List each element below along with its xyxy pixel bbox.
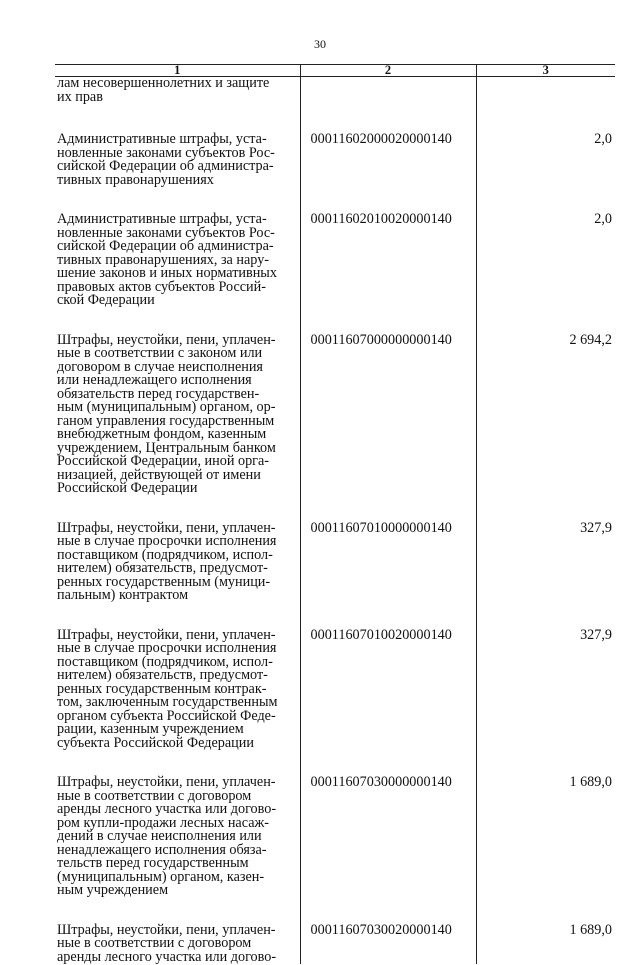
name-line: Штрафы, неустойки, пени, уплачен- bbox=[57, 921, 276, 938]
name-line: Штрафы, неустойки, пени, уплачен- bbox=[57, 331, 276, 348]
name-line: договором в случае неисполнения bbox=[57, 358, 263, 375]
name-line: ненадлежащего исполнения обяза- bbox=[57, 841, 267, 858]
page-number: 30 bbox=[314, 37, 326, 51]
table-row bbox=[55, 133, 615, 213]
name-line: Российской Федерации, иной орга- bbox=[57, 453, 270, 469]
name-line: новленные законами субъектов Рос- bbox=[57, 224, 275, 241]
name-line: аренды лесного участка или догово- bbox=[57, 801, 277, 817]
table-row bbox=[55, 213, 615, 334]
row-name bbox=[55, 213, 300, 334]
row-amount: 2,0 bbox=[476, 133, 615, 213]
name-line: аренды лесного участка или догово- bbox=[57, 948, 277, 965]
name-line: ные в соответствии с договором bbox=[57, 935, 252, 951]
name-line: ренных государственным (муници- bbox=[57, 573, 271, 590]
column-header-1: 1 bbox=[55, 65, 300, 77]
row-amount bbox=[476, 77, 615, 134]
name-line: нителем) обязательств, предусмот- bbox=[57, 560, 268, 576]
name-line: тивных правонарушениях bbox=[57, 171, 214, 188]
table-row bbox=[55, 776, 615, 924]
row-amount: 327,9 bbox=[476, 522, 615, 629]
name-line: ренных государственным контрак- bbox=[57, 680, 267, 697]
name-line: Административные штрафы, уста- bbox=[57, 211, 267, 227]
name-line: Штрафы, неустойки, пени, уплачен- bbox=[57, 519, 276, 536]
name-line: Российской Федерации bbox=[57, 480, 198, 496]
name-line: тельств перед государственным bbox=[57, 855, 249, 871]
name-line: ным (муниципальным) органом, ор- bbox=[57, 399, 276, 415]
table-row bbox=[55, 629, 615, 777]
name-line: поставщиком (подрядчиком, испол- bbox=[57, 653, 273, 670]
name-line: Административные штрафы, уста- bbox=[57, 131, 267, 147]
name-line: ные в случае просрочки исполнения bbox=[57, 640, 277, 656]
name-line: учреждением, Центральным банком bbox=[57, 439, 276, 456]
row-name bbox=[55, 331, 300, 522]
name-line: низацией, действующей от имени bbox=[57, 466, 261, 483]
row-code: 00011602010020000140 bbox=[300, 213, 476, 334]
row-amount: 327,9 bbox=[476, 629, 615, 777]
row-name bbox=[55, 519, 300, 629]
revenue-table bbox=[55, 64, 615, 964]
name-line: внебюджетным фондом, казенным bbox=[57, 426, 267, 442]
row-amount: 2 694,2 bbox=[476, 334, 615, 522]
row-code: 00011607030000000140 bbox=[300, 776, 476, 924]
row-amount: 1 689,0 bbox=[476, 924, 615, 965]
name-line: том, заключенным государственным bbox=[57, 694, 278, 710]
name-line: дений в случае неисполнения или bbox=[57, 828, 262, 844]
name-line: поставщиком (подрядчиком, испол- bbox=[57, 546, 273, 563]
name-line: ные в случае просрочки исполнения bbox=[57, 533, 277, 549]
name-line: сийской Федерации об администра- bbox=[57, 238, 274, 254]
row-name bbox=[55, 133, 300, 213]
table-row bbox=[55, 522, 615, 629]
name-line: (муниципальным) органом, казен- bbox=[57, 868, 265, 885]
row-code: 00011602000020000140 bbox=[300, 133, 476, 213]
name-line: субъекта Российской Федерации bbox=[57, 734, 254, 751]
name-line: Штрафы, неустойки, пени, уплачен- bbox=[57, 774, 276, 790]
name-line: Штрафы, неустойки, пени, уплачен- bbox=[57, 626, 276, 643]
name-line: обязательств перед государствен- bbox=[57, 385, 260, 402]
name-line: ской Федерации bbox=[57, 292, 155, 308]
table-row bbox=[55, 924, 615, 965]
name-line: шение законов и иных нормативных bbox=[57, 265, 277, 281]
row-code: 00011607030020000140 bbox=[300, 924, 476, 965]
name-line: правовых актов субъектов Россий- bbox=[57, 278, 266, 295]
name-line: тивных правонарушениях, за нару- bbox=[57, 251, 270, 268]
name-line: ганом управления государственным bbox=[57, 412, 275, 429]
name-line: ные в соответствии с законом или bbox=[57, 345, 263, 361]
table-row bbox=[55, 334, 615, 522]
name-line: новленные законами субъектов Рос- bbox=[57, 144, 275, 161]
row-name bbox=[55, 776, 300, 924]
row-code: 00011607010020000140 bbox=[300, 629, 476, 777]
column-header-3: 3 bbox=[476, 65, 615, 77]
row-name bbox=[55, 77, 300, 134]
row-name bbox=[55, 626, 300, 777]
name-line: их прав bbox=[57, 88, 103, 105]
row-code: 00011607010000000140 bbox=[300, 522, 476, 629]
row-code bbox=[300, 77, 476, 134]
name-line: или ненадлежащего исполнения bbox=[57, 372, 252, 388]
row-amount: 1 689,0 bbox=[476, 776, 615, 924]
name-line: нителем) обязательств, предусмот- bbox=[57, 667, 268, 683]
row-code: 00011607000000000140 bbox=[300, 334, 476, 522]
name-line: пальным) контрактом bbox=[57, 587, 189, 603]
name-line: органом субъекта Российской Феде- bbox=[57, 707, 276, 724]
row-amount: 2,0 bbox=[476, 213, 615, 334]
name-line: рации, казенным учреждением bbox=[57, 721, 244, 737]
row-name bbox=[55, 921, 300, 965]
name-line: ром купли-продажи лесных насаж- bbox=[57, 814, 270, 831]
name-line: ные в соответствии с договором bbox=[57, 787, 252, 804]
name-line: ным учреждением bbox=[57, 882, 169, 898]
name-line: лам несовершеннолетних и защите bbox=[57, 75, 270, 91]
continuation-row bbox=[55, 77, 615, 134]
name-line: сийской Федерации об администра- bbox=[57, 158, 274, 174]
column-header-2: 2 bbox=[300, 65, 476, 77]
